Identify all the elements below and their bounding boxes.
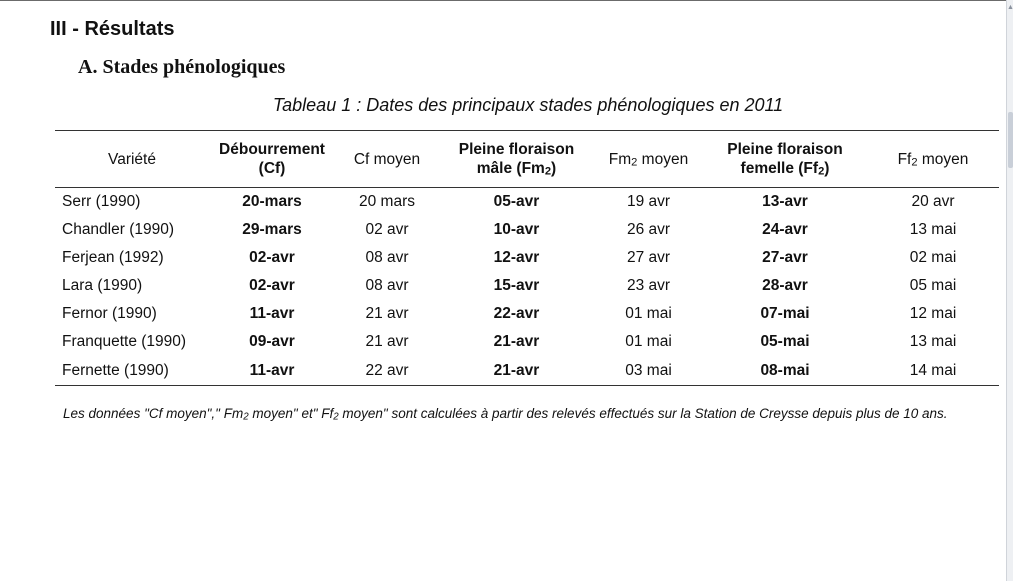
table-row [55, 188, 999, 217]
header-femelle-close: ) [824, 160, 830, 177]
cell-cf-moyen: 02 avr [365, 221, 409, 238]
cell-floraison-male: 15-avr [493, 277, 540, 294]
header-ff-suffix: moyen [917, 150, 969, 168]
cell-fm-moyen: 01 mai [625, 305, 672, 322]
header-variete-label: Variété [108, 150, 156, 168]
header-femelle-line2: femelle (Ff [740, 160, 819, 177]
cell-variete: Lara (1990) [62, 277, 143, 294]
cell-floraison-femelle: 28-avr [762, 277, 808, 294]
phenology-table [55, 130, 999, 386]
header-pleine-floraison-femelle [703, 131, 867, 188]
cell-fm-moyen: 01 mai [625, 333, 672, 350]
cell-ff-moyen: 13 mai [909, 221, 957, 238]
top-border-line [0, 0, 1006, 1]
cell-debourrement: 11-avr [249, 305, 295, 322]
header-cf-moyen [335, 131, 439, 188]
cell-fm-moyen: 03 mai [594, 356, 703, 386]
cell-debourrement: 09-avr [249, 333, 295, 350]
header-male-line1: Pleine floraison [458, 141, 575, 158]
cell-fm-moyen: 23 avr [626, 277, 671, 294]
table-row [55, 272, 999, 300]
header-ff-subscript: 2 [911, 156, 918, 169]
table-row [55, 300, 999, 328]
cell-variete: Chandler (1990) [62, 221, 175, 238]
scroll-up-arrow-icon[interactable]: ▲ [1007, 4, 1014, 11]
cell-fm-moyen: 26 avr [626, 221, 671, 238]
header-male-line2: mâle (Fm [476, 160, 545, 177]
table-caption: Tableau 1 : Dates des principaux stades phénologiques en 2011 [272, 95, 784, 115]
cell-floraison-femelle: 27-avr [762, 249, 808, 266]
cell-floraison-femelle: 05-mai [760, 333, 810, 350]
header-variete [55, 131, 209, 188]
cell-cf-moyen: 20 mars [359, 193, 415, 210]
cell-floraison-femelle: 24-avr [762, 221, 808, 238]
cell-variete: Serr (1990) [62, 193, 141, 210]
cell-debourrement: 02-avr [249, 249, 295, 266]
footnote-part3: moyen" sont calculées à partir des relevés effectués sur la Station de Creysse depuis plus de 10 ans. [338, 406, 948, 421]
cell-ff-moyen: 20 avr [911, 193, 955, 210]
table-footnote [63, 405, 993, 423]
header-fm-moyen [594, 131, 703, 188]
header-row [55, 131, 999, 188]
cell-debourrement: 11-avr [209, 356, 335, 386]
cell-debourrement: 29-mars [242, 221, 302, 238]
header-cf-moyen-label: Cf moyen [353, 150, 421, 168]
table-row [55, 216, 999, 244]
cell-cf-moyen: 08 avr [365, 249, 409, 266]
header-debourrement [209, 131, 335, 188]
cell-cf-moyen: 21 avr [365, 305, 409, 322]
table-row [55, 328, 999, 356]
cell-ff-moyen: 12 mai [909, 305, 957, 322]
vertical-scrollbar[interactable] [1006, 0, 1013, 581]
footnote-subscript-1: 2 [243, 411, 249, 423]
header-male-close: ) [551, 160, 557, 177]
header-femelle-line1: Pleine floraison [727, 141, 843, 158]
cell-cf-moyen: 21 avr [365, 333, 409, 350]
footnote-part1: Les données "Cf moyen"," Fm [63, 406, 244, 421]
cell-ff-moyen: 13 mai [909, 333, 957, 350]
cell-debourrement: 20-mars [242, 193, 302, 210]
footnote-part2: moyen" et" Ff [248, 406, 334, 421]
header-fm-subscript: 2 [631, 156, 638, 169]
cell-floraison-femelle: 07-mai [760, 305, 810, 322]
header-male-subscript: 2 [544, 165, 552, 178]
header-fm-prefix: Fm [608, 150, 632, 168]
table-body [55, 188, 999, 386]
table-header [55, 131, 999, 188]
cell-cf-moyen: 08 avr [365, 277, 409, 294]
cell-variete: Ferjean (1992) [62, 249, 164, 266]
footnote-subscript-2: 2 [333, 411, 339, 423]
cell-debourrement: 02-avr [249, 277, 295, 294]
cell-floraison-male: 21-avr [439, 356, 594, 386]
cell-ff-moyen: 02 mai [909, 249, 957, 266]
cell-cf-moyen: 22 avr [335, 356, 439, 386]
header-pleine-floraison-male [439, 131, 594, 188]
cell-fm-moyen: 27 avr [626, 249, 671, 266]
cell-variete: Franquette (1990) [62, 333, 187, 350]
cell-fm-moyen: 19 avr [626, 193, 671, 210]
header-debourrement-line2: (Cf) [258, 160, 286, 177]
cell-floraison-male: 05-avr [493, 193, 540, 210]
cell-floraison-femelle: 08-mai [703, 356, 867, 386]
cell-floraison-femelle: 13-avr [762, 193, 808, 210]
table-row [55, 244, 999, 272]
cell-ff-moyen: 14 mai [867, 356, 999, 386]
header-fm-suffix: moyen [637, 150, 689, 168]
cell-ff-moyen: 05 mai [909, 277, 957, 294]
header-ff-moyen [867, 131, 999, 188]
cell-floraison-male: 22-avr [493, 305, 540, 322]
cell-variete: Fernor (1990) [62, 305, 157, 322]
cell-floraison-male: 21-avr [493, 333, 540, 350]
section-title: III - Résultats [50, 18, 175, 40]
cell-variete: Fernette (1990) [55, 356, 209, 386]
header-debourrement-line1: Débourrement [219, 141, 325, 158]
header-femelle-subscript: 2 [818, 165, 825, 178]
cell-floraison-male: 12-avr [493, 249, 540, 266]
scrollbar-thumb[interactable] [1008, 112, 1013, 168]
cell-floraison-male: 10-avr [493, 221, 540, 238]
table-row [55, 356, 999, 386]
header-ff-prefix: Ff [897, 150, 912, 168]
subsection-title: A. Stades phénologiques [78, 56, 286, 78]
